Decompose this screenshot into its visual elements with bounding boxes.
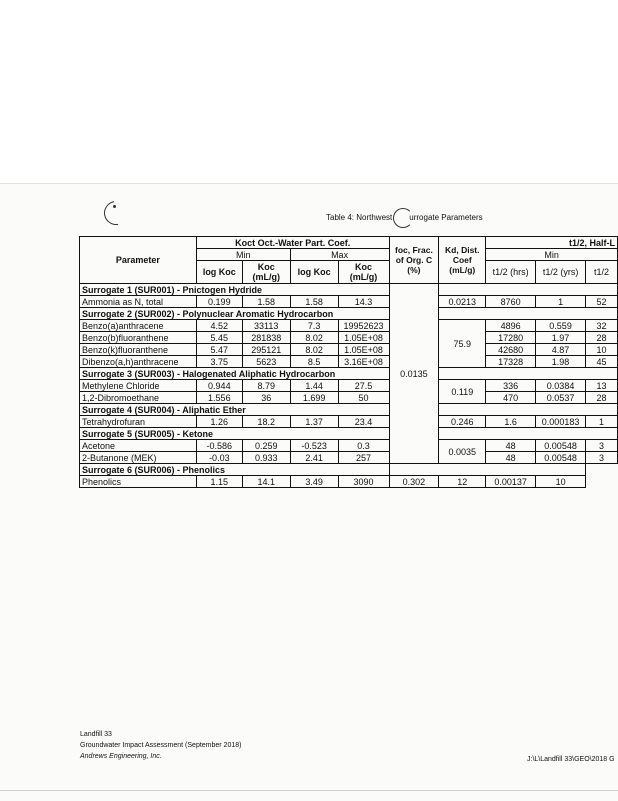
t-yrs: 0.00137 [486,476,536,488]
group-title-sur005: Surrogate 5 (SUR005) - Ketone [80,428,390,440]
t-cut: 10 [536,476,586,488]
koc-min: 14.1 [242,476,290,488]
t-cut: 13 [586,380,618,392]
caption-suffix: urrogate Parameters [409,213,483,223]
log-koc-min: 1.26 [196,416,242,428]
koc-max: 1.05E+08 [338,344,389,356]
t-hrs: 1.6 [486,416,536,428]
t-cut: 10 [586,344,618,356]
group-title-sur003: Surrogate 3 (SUR003) - Halogenated Aliphatic Hydrocarbon [80,368,390,380]
log-koc-max: 3.49 [290,476,338,488]
t-yrs: 0.0384 [536,380,586,392]
log-koc-max: 1.44 [290,380,338,392]
t-cut: 52 [586,296,618,308]
log-koc-max: 8.02 [290,332,338,344]
t-cut: 45 [586,356,618,368]
t-hrs: 4896 [486,320,536,332]
koc-max: 14.3 [338,296,389,308]
group-title-sur002: Surrogate 2 (SUR002) - Polynuclear Aromatic Hydrocarbon [80,308,390,320]
koc-max: 257 [338,452,389,464]
t-yrs: 0.559 [536,320,586,332]
header-half-life: t1/2, Half-L [486,237,618,249]
koc-min: 5623 [242,356,290,368]
header-koc-max: Koc (mL/g) [338,261,389,284]
t-cut: 32 [586,320,618,332]
t-hrs: 336 [486,380,536,392]
param-name: Benzo(k)fluoranthene [80,344,197,356]
t-hrs: 12 [439,476,486,488]
koc-min: 0.259 [242,440,290,452]
t-hrs: 48 [486,440,536,452]
param-name: Ammonia as N, total [80,296,197,308]
header-parameter: Parameter [80,237,197,284]
t-yrs: 1.98 [536,356,586,368]
t-yrs: 0.00548 [536,440,586,452]
param-name: Benzo(a)anthracene [80,320,197,332]
koc-min: 0.933 [242,452,290,464]
t-cut: 28 [586,332,618,344]
group-title-sur004: Surrogate 4 (SUR004) - Aliphatic Ether [80,404,390,416]
header-t-hrs: t1/2 (hrs) [486,261,536,284]
t-yrs: 1 [536,296,586,308]
koc-min: 18.2 [242,416,290,428]
header-hl-min: Min [486,249,618,261]
t-cut: 28 [586,392,618,404]
log-koc-min: 1.15 [196,476,242,488]
table-caption [326,208,483,228]
log-koc-max: 1.699 [290,392,338,404]
t-hrs: 42680 [486,344,536,356]
log-koc-min: 0.199 [196,296,242,308]
log-koc-max: 8.5 [290,356,338,368]
param-name: Acetone [80,440,197,452]
footer-file-path: J:\L\Landfill 33\GEO\2018 G [527,756,615,763]
param-name: Methylene Chloride [80,380,197,392]
param-name: Tetrahydrofuran [80,416,197,428]
param-name: Dibenzo(a,h)anthracene [80,356,197,368]
header-t-cut: t1/2 [586,261,618,284]
t-cut: 3 [586,440,618,452]
koc-max: 3090 [338,476,389,488]
log-koc-max: 1.37 [290,416,338,428]
foc-value: 0.0135 [389,284,439,464]
t-yrs: 1.97 [536,332,586,344]
log-koc-max: 1.58 [290,296,338,308]
param-name: Phenolics [80,476,197,488]
header-log-koc-min: log Koc [196,261,242,284]
koc-max: 3.16E+08 [338,356,389,368]
t-hrs: 48 [486,452,536,464]
koc-min: 1.58 [242,296,290,308]
koc-max: 27.5 [338,380,389,392]
footer-company: Andrews Engineering, Inc. [80,753,162,760]
log-koc-min: 1.556 [196,392,242,404]
param-name: 1,2-Dibromoethane [80,392,197,404]
t-hrs: 17328 [486,356,536,368]
koc-min: 36 [242,392,290,404]
t-hrs: 470 [486,392,536,404]
log-koc-min: 5.47 [196,344,242,356]
log-koc-min: -0.586 [196,440,242,452]
header-foc: foc, Frac. of Org. C (%) [389,237,439,284]
log-koc-min: 3.75 [196,356,242,368]
header-kd: Kd, Dist. Coef (mL/g) [439,237,486,284]
t-yrs: 4.87 [536,344,586,356]
t-hrs: 8760 [486,296,536,308]
param-name: Benzo(b)fluoranthene [80,332,197,344]
group-title-sur001: Surrogate 1 (SUR001) - Pnictogen Hydride [80,284,390,296]
kd-value: 0.246 [439,416,486,428]
surrogate-parameters-table [79,236,618,488]
log-koc-max: 7.3 [290,320,338,332]
footer-site: Landfill 33 [80,731,112,738]
group-title-sur006: Surrogate 6 (SUR006) - Phenolics [80,464,390,476]
log-koc-min: 0.944 [196,380,242,392]
koc-max: 23.4 [338,416,389,428]
koc-max: 1.05E+08 [338,332,389,344]
koc-min: 281838 [242,332,290,344]
koc-min: 8.79 [242,380,290,392]
log-koc-min: -0.03 [196,452,242,464]
t-yrs: 0.00548 [536,452,586,464]
header-koc-min: Koc (mL/g) [242,261,290,284]
header-max: Max [290,249,389,261]
header-t-yrs: t1/2 (yrs) [536,261,586,284]
page-bottom-edge [0,790,618,791]
footer-report-title: Groundwater Impact Assessment (September 2018) [80,742,242,749]
t-hrs: 17280 [486,332,536,344]
t-yrs: 0.000183 [536,416,586,428]
koc-max: 19952623 [338,320,389,332]
koc-max: 0.3 [338,440,389,452]
kd-value: 0.0035 [439,440,486,464]
kd-value: 0.302 [389,476,439,488]
log-koc-min: 5.45 [196,332,242,344]
kd-value: 75.9 [439,320,486,368]
t-cut: 1 [586,416,618,428]
kd-value: 0.119 [439,380,486,404]
koc-min: 295121 [242,344,290,356]
log-koc-max: -0.523 [290,440,338,452]
koc-max: 50 [338,392,389,404]
header-log-koc-max: log Koc [290,261,338,284]
t-cut: 3 [586,452,618,464]
caption-prefix: Table 4: Northwest [326,213,393,223]
table-clip [79,236,618,508]
hole-punch-dot [113,205,116,208]
log-koc-min: 4.52 [196,320,242,332]
kd-value: 0.0213 [439,296,486,308]
log-koc-max: 8.02 [290,344,338,356]
header-koct: Koct Oct.-Water Part. Coef. [196,237,389,249]
log-koc-max: 2.41 [290,452,338,464]
header-min: Min [196,249,290,261]
koc-min: 33113 [242,320,290,332]
t-yrs: 0.0537 [536,392,586,404]
param-name: 2-Butanone (MEK) [80,452,197,464]
